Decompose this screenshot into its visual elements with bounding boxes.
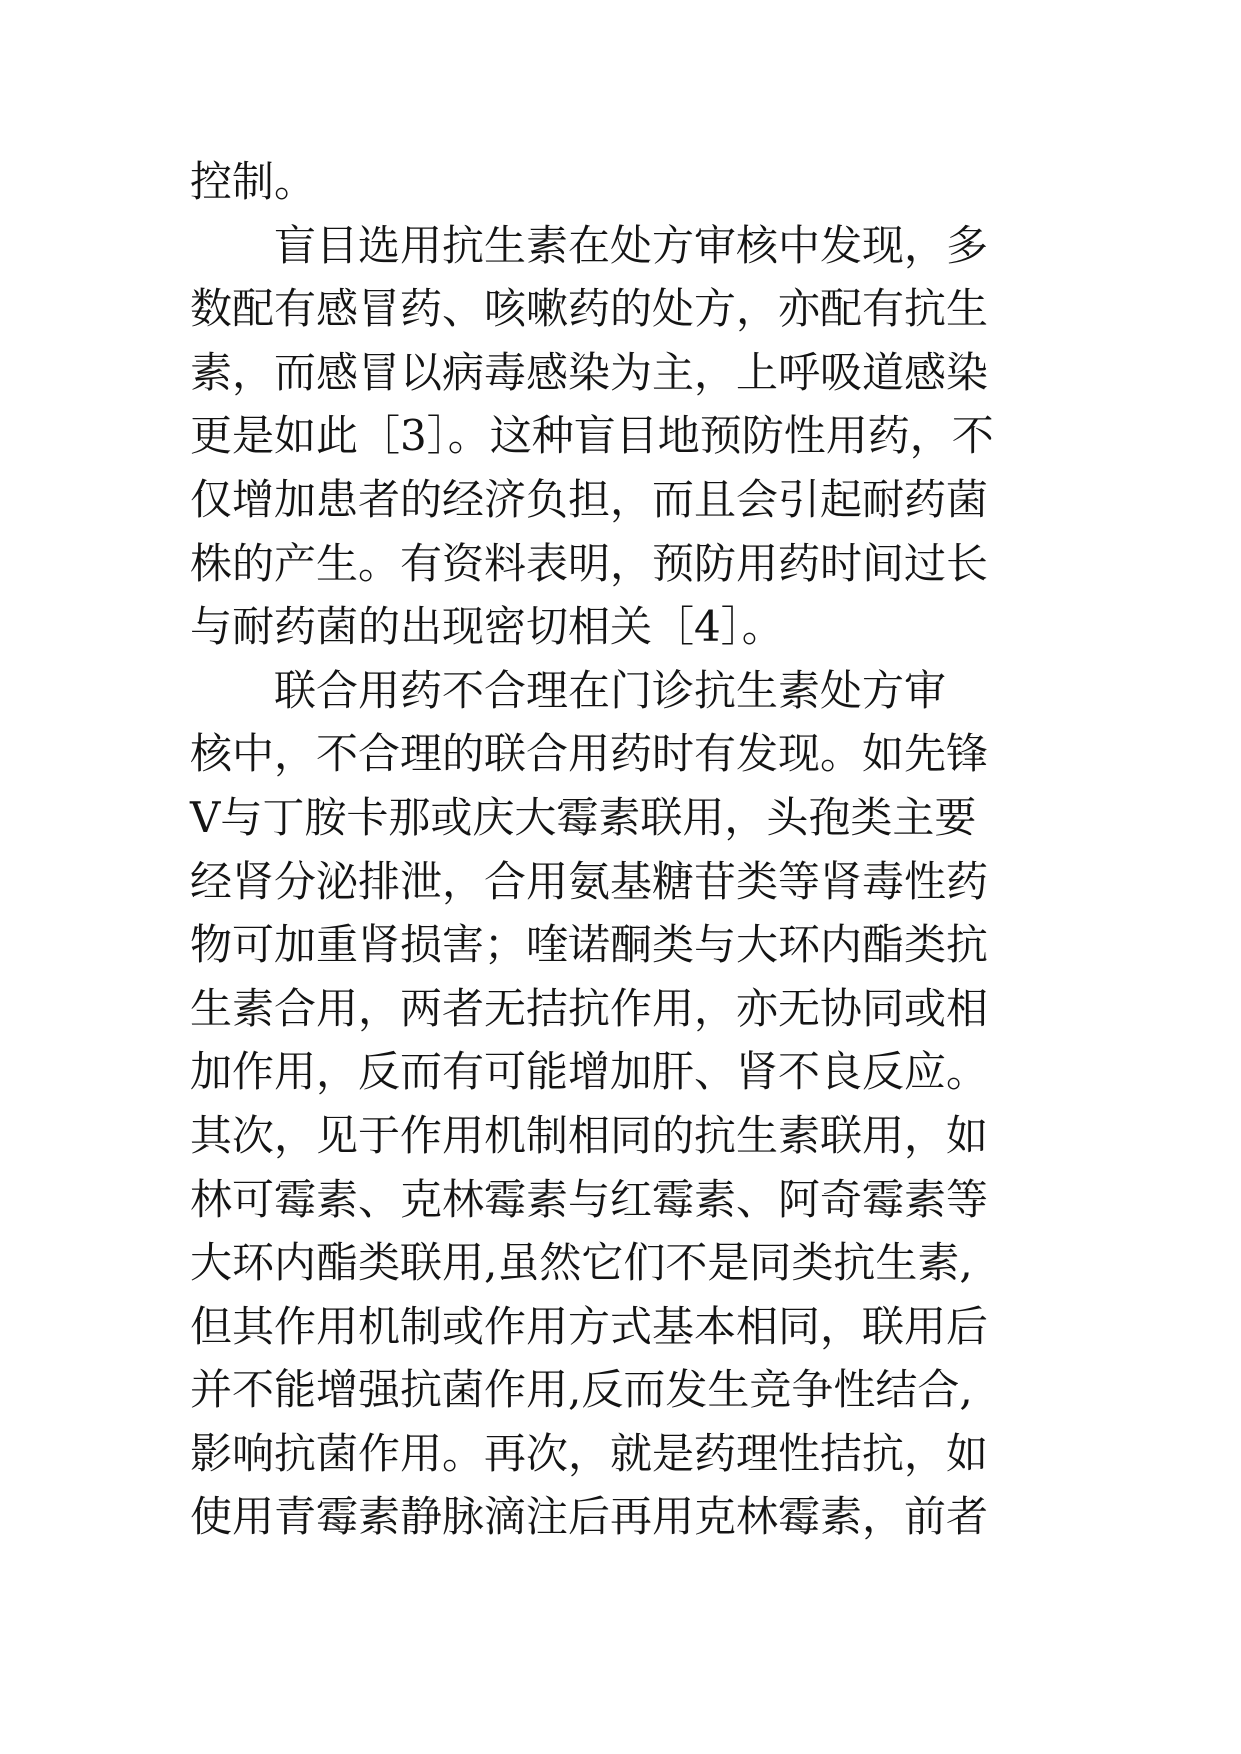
text-line: 联合用药不合理在门诊抗生素处方审 xyxy=(190,665,947,715)
text-line: 但其作用机制或作用方式基本相同，联用后 xyxy=(190,1301,989,1351)
text-line: Ⅴ与丁胺卡那或庆大霉素联用，头孢类主要 xyxy=(190,792,977,842)
text-line: 数配有感冒药、咳嗽药的处方，亦配有抗生 xyxy=(190,284,989,334)
body-text xyxy=(190,150,1070,1549)
text-line: 与耐药菌的出现密切相关［4］。 xyxy=(190,602,784,652)
text-line: 生素合用，两者无拮抗作用，亦无协同或相 xyxy=(190,983,989,1033)
text-line: 林可霉素、克林霉素与红霉素、阿奇霉素等 xyxy=(190,1174,989,1224)
text-line: 影响抗菌作用。再次，就是药理性拮抗，如 xyxy=(190,1428,989,1478)
text-line: 物可加重肾损害；喹诺酮类与大环内酯类抗 xyxy=(190,920,989,970)
text-line: 更是如此［3］。这种盲目地预防性用药，不 xyxy=(190,411,994,461)
text-line: 使用青霉素静脉滴注后再用克林霉素，前者 xyxy=(190,1492,989,1542)
text-line: 株的产生。有资料表明，预防用药时间过长 xyxy=(190,538,989,588)
text-line: 素，而感冒以病毒感染为主，上呼吸道感染 xyxy=(190,347,989,397)
text-line: 经肾分泌排泄，合用氨基糖苷类等肾毒性药 xyxy=(190,856,989,906)
text-line: 并不能增强抗菌作用,反而发生竞争性结合, xyxy=(190,1365,973,1415)
text-line: 核中，不合理的联合用药时有发现。如先锋 xyxy=(190,729,989,779)
text-line: 大环内酯类联用,虽然它们不是同类抗生素, xyxy=(190,1238,973,1288)
text-line: 盲目选用抗生素在处方审核中发现，多 xyxy=(190,220,989,270)
text-line: 仅增加患者的经济负担，而且会引起耐药菌 xyxy=(190,474,989,524)
text-line: 控制。 xyxy=(190,157,317,206)
text-line: 加作用，反而有可能增加肝、肾不良反应。 xyxy=(190,1047,989,1097)
text-line: 其次，见于作用机制相同的抗生素联用，如 xyxy=(190,1110,989,1160)
